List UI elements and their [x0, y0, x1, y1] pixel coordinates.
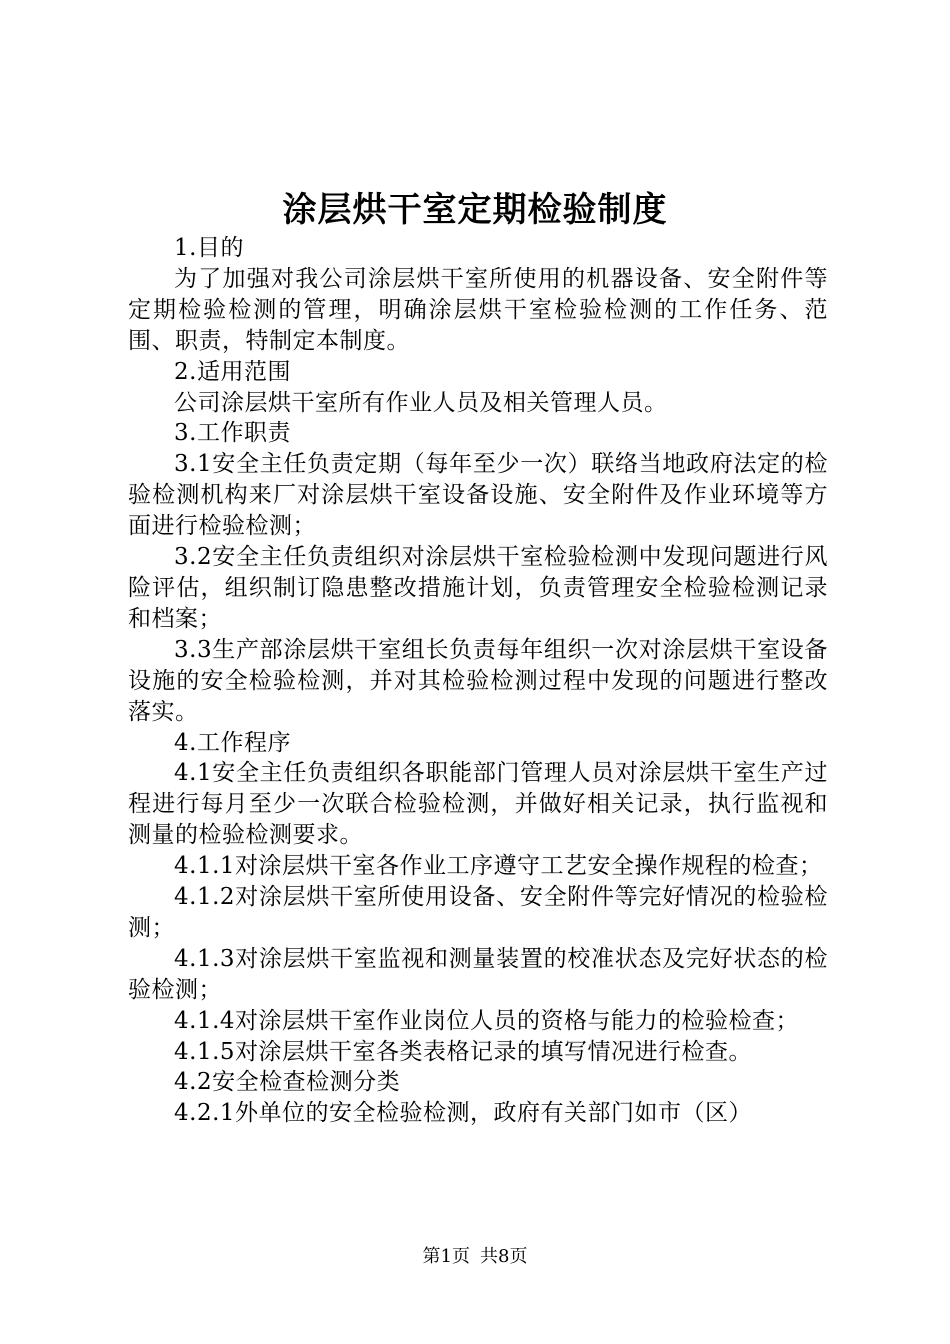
paragraph-procedure-4-1-5: 4.1.5对涂层烘干室各类表格记录的填写情况进行检查。: [174, 1038, 753, 1065]
page-footer: [0, 1242, 950, 1268]
section-heading-duties: 3.工作职责: [174, 420, 291, 447]
section-heading-scope: 2.适用范围: [174, 358, 291, 385]
page-total: 共8页: [480, 1246, 528, 1267]
paragraph-procedure-4-2-1: 4.2.1外单位的安全检验检测，政府有关部门如市（区）: [174, 1100, 753, 1127]
document-title: 涂层烘干室定期检验制度: [282, 190, 668, 230]
paragraph-duty-3-3: 3.3生产部涂层烘干室组长负责每年组织一次对涂层烘干室设备设施的安全检验检测，并对其检验检测过程中发现的问题进行整改落实。: [128, 636, 828, 725]
paragraph-purpose: 为了加强对我公司涂层烘干室所使用的机器设备、安全附件等定期检验检测的管理，明确涂层烘干室检验检测的工作任务、范围、职责，特制定本制度。: [128, 265, 828, 354]
section-heading-purpose: 1.目的: [174, 235, 244, 261]
paragraph-duty-3-1: 3.1安全主任负责定期（每年至少一次）联络当地政府法定的检验检测机构来厂对涂层烘干室设备设施、安全附件及作业环境等方面进行检验检测；: [128, 451, 828, 540]
paragraph-procedure-4-2: 4.2安全检查检测分类: [174, 1069, 401, 1096]
paragraph-procedure-4-1-4: 4.1.4对涂层烘干室作业岗位人员的资格与能力的检验检查；: [174, 1007, 800, 1034]
paragraph-procedure-4-1-2: 4.1.2对涂层烘干室所使用设备、安全附件等完好情况的检验检测；: [128, 884, 828, 941]
paragraph-scope: 公司涂层烘干室所有作业人员及相关管理人员。: [174, 389, 668, 416]
paragraph-procedure-4-1: 4.1安全主任负责组织各职能部门管理人员对涂层烘干室生产过程进行每月至少一次联合检验检测，并做好相关记录，执行监视和测量的检验检测要求。: [128, 760, 828, 849]
paragraph-procedure-4-1-1: 4.1.1对涂层烘干室各作业工序遵守工艺安全操作规程的检查；: [174, 853, 823, 880]
document-body: [128, 233, 828, 1129]
paragraph-duty-3-2: 3.2安全主任负责组织对涂层烘干室检验检测中发现问题进行风险评估，组织制订隐患整改措施计划，负责管理安全检验检测记录和档案；: [128, 544, 828, 632]
section-heading-procedure: 4.工作程序: [174, 729, 291, 756]
paragraph-procedure-4-1-3: 4.1.3对涂层烘干室监视和测量装置的校准状态及完好状态的检验检测；: [128, 945, 828, 1003]
page-number: 第1页: [422, 1246, 470, 1267]
